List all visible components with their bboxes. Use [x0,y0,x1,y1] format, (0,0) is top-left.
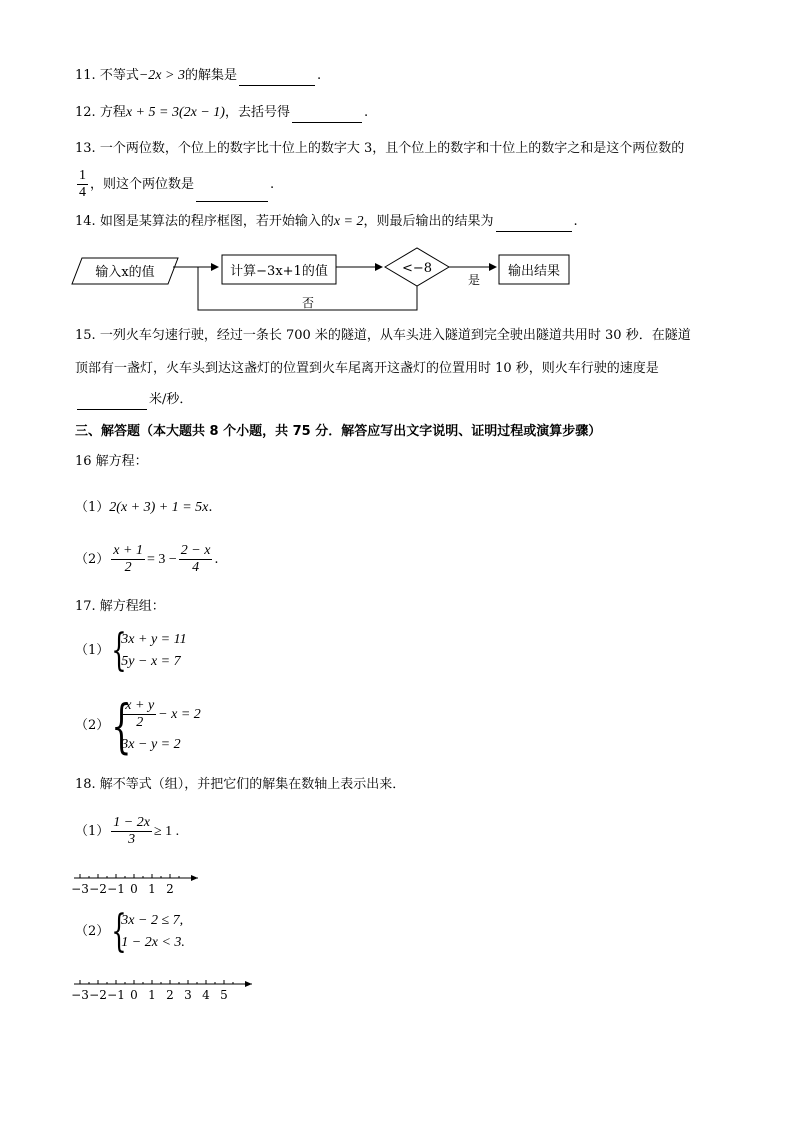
q14-text-2: ，则最后输出的结果为 [363,214,494,229]
axis2-tick-label: 5 [220,988,228,1002]
question-18-title: 18. 解不等式（组），并把它们的解集在数轴上表示出来． [75,777,406,792]
axis1-tick-label: −2 [89,882,107,896]
q15-answer-blank[interactable] [77,395,147,410]
axis1-tick-label: 1 [148,882,156,896]
axis1-tick-label: −1 [107,882,125,896]
frac-numerator: 1 − 2x [113,815,150,830]
q16-p1-label: （1） [75,500,110,515]
axis2-tick-label: −2 [89,988,107,1002]
q13-answer-blank[interactable] [196,187,268,202]
q18-p1-rest: ≥ 1 . [153,824,180,839]
q13-text: 一个两位数，个位上的数字比十位上的数字大 3，且个位上的数字和十位上的数字之和是这个两位数的 [99,141,685,156]
q16-p2-label: （2） [75,552,110,567]
q17-p1-label: （1） [75,643,110,658]
flow-compute-label: 计算−3x+1的值 [230,264,328,279]
q18-p2-eq1: 3x − 2 ≤ 7, [121,913,184,928]
q12-end: . [363,105,369,120]
flowchart [70,246,590,316]
section-3-heading: 三、解答题（本大题共 8 个小题，共 75 分．解答应写出文字说明、证明过程或演算步骤） [75,424,602,439]
q16-p2-fraction-2 [179,543,213,576]
brace-icon: { [111,906,127,957]
q18-p1-fraction [111,815,152,848]
frac-denominator: 2 [124,560,132,575]
q12-answer-blank[interactable] [292,108,362,123]
q13-number: 13. [75,141,96,156]
q14-text: 如图是某算法的程序框图，若开始输入的 [99,214,334,229]
q15-text: 一列火车匀速行驶，经过一条长 700 米的隧道，从车头进入隧道到完全驶出隧道共用时 30 秒．在隧道 [99,328,691,343]
flow-output-label: 输出结果 [507,264,561,279]
q17-p1-eq2: 5y − x = 7 [121,654,181,669]
q18-p1-label: （1） [75,824,110,839]
q16-part2 [75,540,219,580]
question-15-line3 [75,390,192,410]
axis2-tick-label: −1 [107,988,125,1002]
axis2-tick-label: 2 [166,988,174,1002]
frac-denominator: 3 [128,832,136,847]
question-14 [75,212,578,232]
axis1-tick-label: 0 [130,882,138,896]
q12-number: 12. [75,105,96,120]
axis1-tick-label: −3 [71,882,89,896]
q12-text-2: ，去括号得 [224,105,290,120]
q14-end: . [573,214,578,229]
q14-number: 14. [75,214,96,229]
question-15-line2 [75,359,659,379]
brace-icon: { [111,692,132,760]
q14-math: x = 2 [333,214,364,229]
question-15-line1 [75,326,691,346]
q14-answer-blank[interactable] [496,217,572,232]
q17-p1-eq1: 3x + y = 11 [121,632,187,647]
flow-condition-label: <−8 [401,261,433,276]
q17-p2-label: （2） [75,718,110,733]
arrow-right-icon [245,981,252,987]
axis2-tick-label: −3 [71,988,89,1002]
question-13-line1 [75,139,684,159]
q18-part1 [75,812,179,852]
q12-math: x + 5 = 3(2x − 1) [125,105,225,120]
q17-part2 [75,692,201,760]
flow-no-label: 否 [301,296,315,310]
q16-p1-end: . [208,500,213,515]
q16-p2-fraction-1 [111,543,145,576]
axis1-tick-label: 2 [166,882,174,896]
question-12 [75,103,368,123]
q16-p2-end: . [214,552,219,567]
question-13-line2 [75,168,274,202]
q11-number: 11. [75,68,96,83]
frac-denominator: 2 [136,715,144,731]
frac-numerator: x + y [125,698,155,714]
axis2-tick-label: 1 [148,988,156,1002]
q11-answer-blank[interactable] [239,71,315,86]
q15-unit: 米/秒． [149,392,193,407]
axis2-tick-label: 3 [184,988,192,1002]
number-line-2 [70,974,260,1004]
number-line-1 [70,868,210,898]
brace-icon: { [111,625,127,676]
axis2-tick-label: 4 [202,988,210,1002]
flow-input-label: 输入x的值 [95,265,155,280]
q17-part1 [75,625,187,676]
q11-math: −2x > 3 [138,68,185,83]
arrow-right-icon [191,875,198,881]
question-17-title: 17. 解方程组： [75,599,165,614]
q11-text-2: 的解集是 [184,68,237,83]
q16-part1 [75,498,213,518]
question-16-title: 16 解方程： [75,454,148,469]
q11-text: 不等式 [99,68,139,83]
frac-numerator: x + 1 [113,543,143,558]
q13-end: . [270,177,275,192]
q16-p2-mid: = 3 − [146,552,177,567]
q18-part2 [75,906,185,957]
frac-denominator: 4 [79,185,86,200]
q15-number: 15. [75,328,96,343]
q17-p2-eq2: 3x − y = 2 [121,737,181,752]
flow-yes-label: 是 [467,273,481,287]
q15-text-2: 顶部有一盏灯，火车头到达这盏灯的位置到火车尾离开这盏灯的位置用时 10 秒，则火车行驶的速度是 [75,361,659,376]
q13-text-2: ，则这个两位数是 [90,177,195,192]
frac-denominator: 4 [192,560,200,575]
q18-p2-eq2: 1 − 2x < 3. [121,935,185,950]
q17-p2-eq1-rest: − x = 2 [158,707,201,722]
axis2-tick-label: 0 [130,988,138,1002]
q13-fraction [77,168,88,201]
q12-text: 方程 [99,105,126,120]
q18-p2-label: （2） [75,924,110,939]
q16-p1-math: 2(x + 3) + 1 = 5x [109,500,209,515]
question-11 [75,66,321,86]
frac-numerator: 2 − x [180,543,211,558]
q11-end: . [316,68,322,83]
frac-numerator: 1 [79,168,86,183]
